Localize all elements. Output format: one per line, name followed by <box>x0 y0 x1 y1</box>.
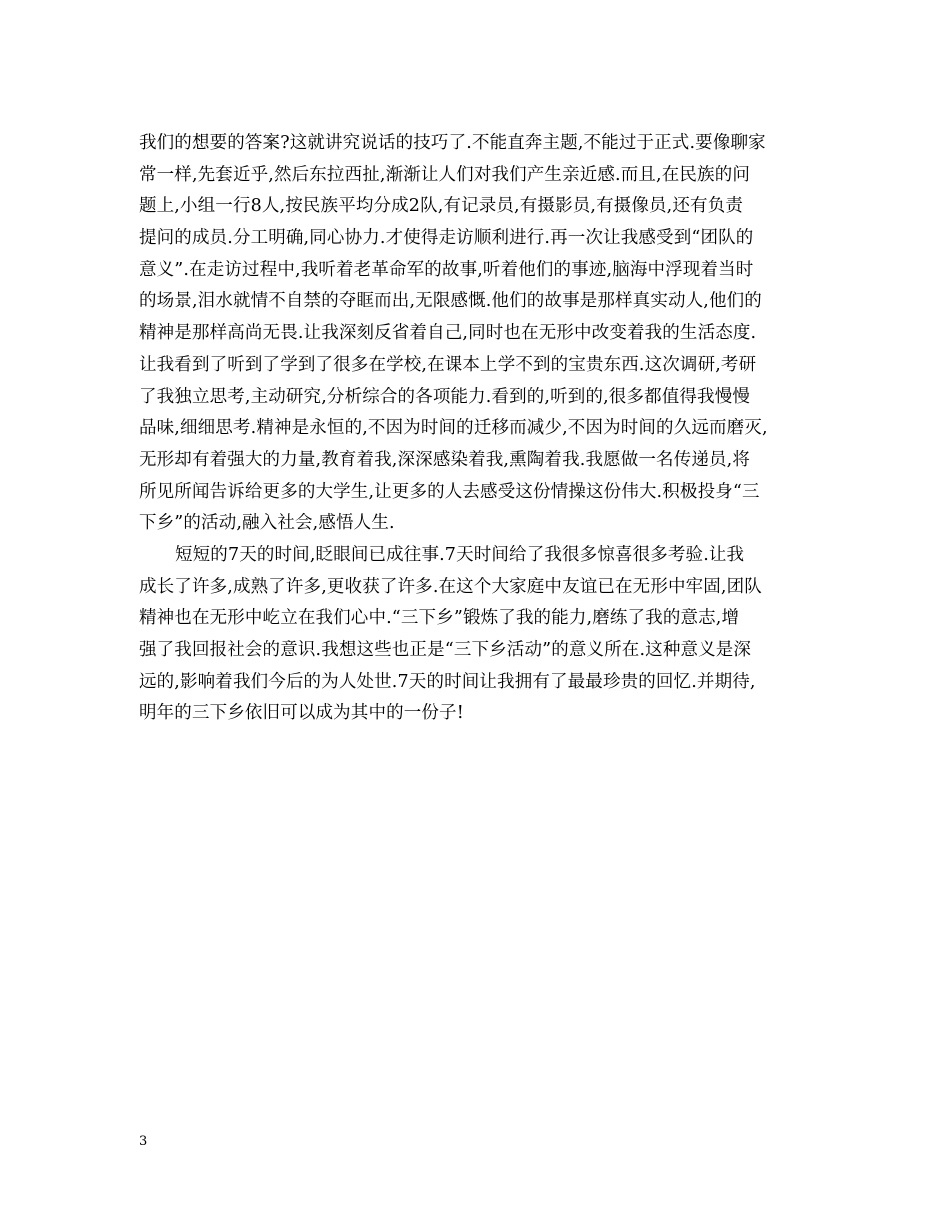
text-line: 短短的7天的时间,眨眼间已成往事.7天时间给了我很多惊喜很多考验.让我 <box>175 544 745 565</box>
text-line: 精神是那样高尚无畏.让我深刻反省着自己,同时也在无形中改变着我的生活态度. <box>139 323 757 344</box>
text-line: 所见所闻告诉给更多的大学生,让更多的人去感受这份情操这份伟大.积极投身“三 <box>139 481 760 502</box>
text-line: 的场景,泪水就情不自禁的夺眶而出,无限感慨.他们的故事是那样真实动人,他们的 <box>139 291 762 312</box>
paragraph-1 <box>139 128 819 540</box>
text-line: 提问的成员.分工明确,同心协力.才使得走访顺利进行.再一次让我感受到“团队的 <box>139 228 754 249</box>
text-line: 意义”.在走访过程中,我听着老革命军的故事,听着他们的事迹,脑海中浮现着当时 <box>139 259 754 280</box>
paragraph-2 <box>139 540 819 730</box>
text-line: 远的,影响着我们今后的为人处世.7天的时间让我拥有了最最珍贵的回忆.并期待, <box>139 671 756 692</box>
text-line: 品味,细细思考.精神是永恒的,不因为时间的迁移而减少,不因为时间的久远而磨灭, <box>139 418 768 439</box>
text-line: 我们的想要的答案?这就讲究说话的技巧了.不能直奔主题,不能过于正式.要像聊家 <box>139 133 766 153</box>
text-line: 让我看到了听到了学到了很多在学校,在课本上学不到的宝贵东西.这次调研,考研 <box>139 354 757 375</box>
text-line: 了我独立思考,主动研究,分析综合的各项能力.看到的,听到的,很多都值得我慢慢 <box>139 386 751 407</box>
text-line: 题上,小组一行8人,按民族平均分成2队,有记录员,有摄影员,有摄像员,还有负责 <box>139 196 743 217</box>
text-line: 精神也在无形中屹立在我们心中.“三下乡”锻炼了我的能力,磨练了我的意志,增 <box>139 608 740 629</box>
text-line: 强了我回报社会的意识.我想这些也正是“三下乡活动”的意义所在.这种意义是深 <box>139 640 752 660</box>
body-text <box>139 128 819 730</box>
text-line: 明年的三下乡依旧可以成为其中的一份子! <box>139 703 464 724</box>
text-line: 无形却有着强大的力量,教育着我,深深感染着我,熏陶着我.我愿做一名传递员,将 <box>139 449 751 470</box>
text-line: 下乡”的活动,融入社会,感悟人生. <box>139 513 395 534</box>
text-line: 成长了许多,成熟了许多,更收获了许多.在这个大家庭中友谊已在无形中牢固,团队 <box>139 576 762 597</box>
page-number: 3 <box>139 1134 148 1149</box>
text-line: 常一样,先套近乎,然后东拉西扯,渐渐让人们对我们产生亲近感.而且,在民族的问 <box>139 164 751 185</box>
